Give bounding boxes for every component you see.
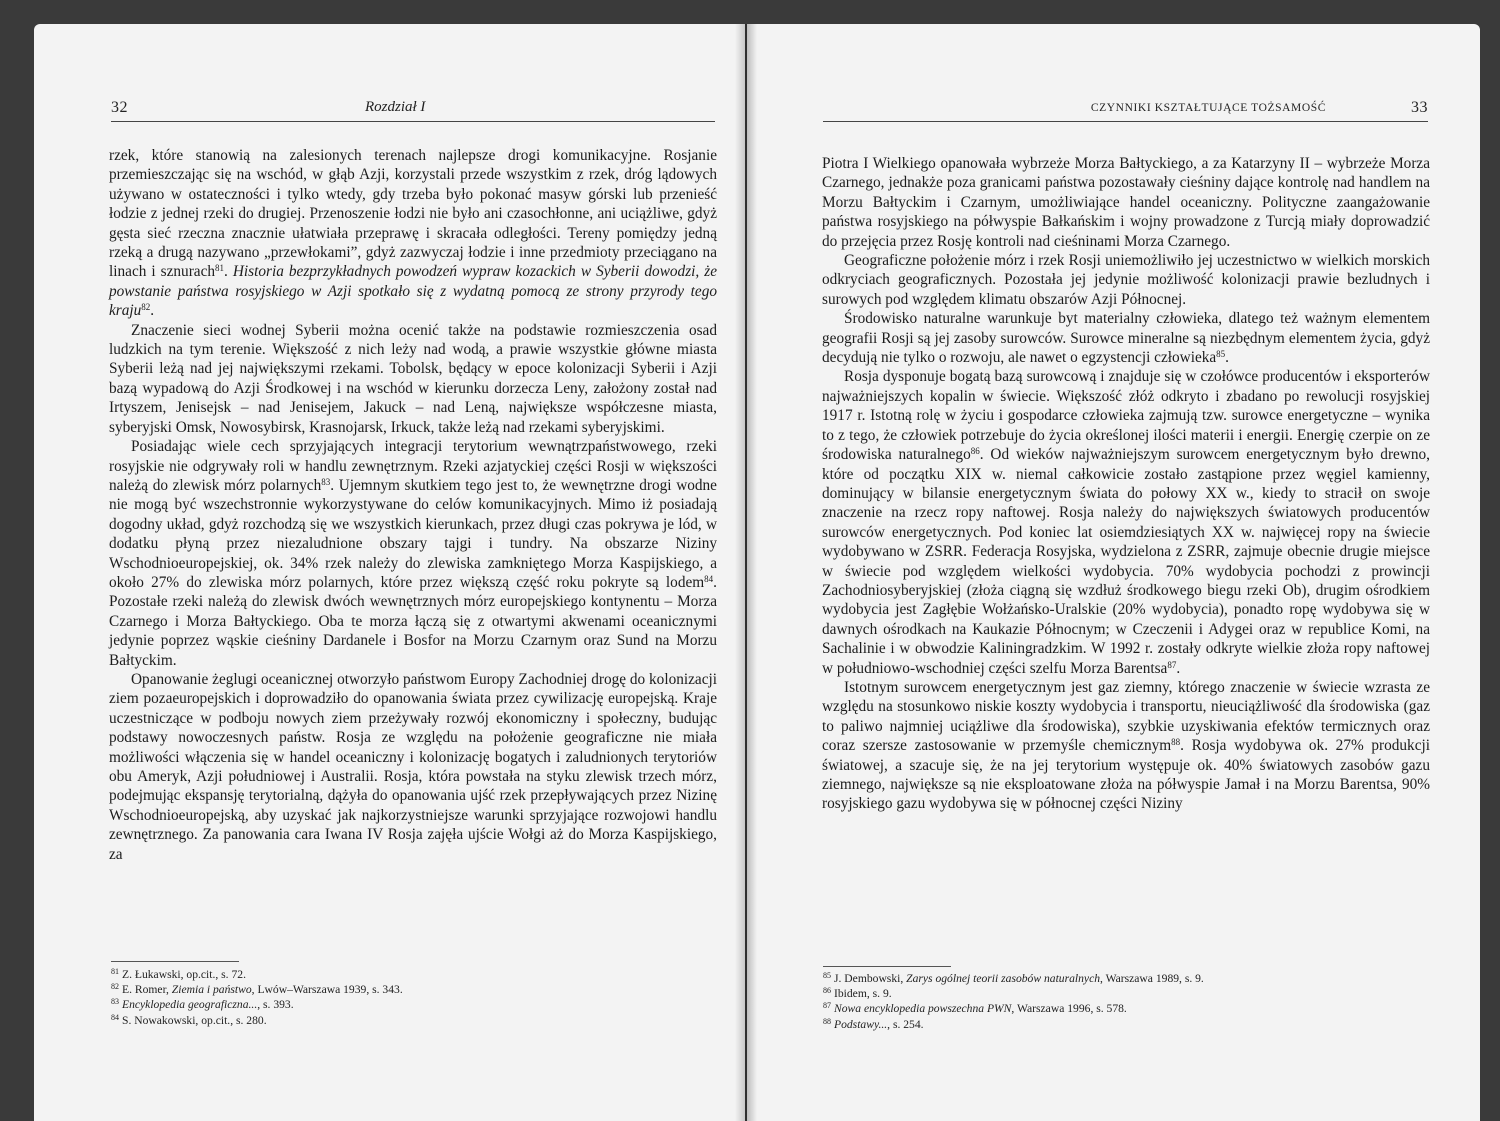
footnote: $^{88}$ Podstawy..., s. 254. xyxy=(823,1016,924,1031)
footnotes-right xyxy=(823,971,1423,1032)
running-head-right xyxy=(823,99,1428,122)
footnote: $^{83}$ Encyklopedia geograficzna..., s. 393. xyxy=(111,997,294,1012)
right-page xyxy=(747,24,1480,1121)
body-text-left xyxy=(109,146,717,864)
footnote: $^{87}$ Nowa encyklopedia powszechna PWN, Warszawa 1996, s. 578. xyxy=(823,1001,1127,1016)
paragraph: Znaczenie sieci wodnej Syberii można ocenić także na podstawie rozmieszczenia osad ludzkich na tym terenie. Większość z nich leży nad wodą, a prawie wszystkie główne miasta Syberii leżą nad jej największymi rzekami. Tobolsk, będący w epoce kolonizacji Syberii i Azji bazą wypadową do Azji Środkowej i na wschód w kierunku dorzecza Leny, założony został nad Irtyszem, Jenisejsk – nad Jenisejem, Jakuck – nad Leną, największe współczesne miasta, syberyjski Omsk, Nowosybirsk, Krasnojarsk, Irkuck, także leżą nad rzekami syberyjskimi. xyxy=(109,321,717,436)
paragraph: Posiadając wiele cech sprzyjających integracji terytorium wewnątrzpaństwowego, rzeki rosyjskie nie odgrywały roli w handlu zewnętrznym. Rzeki azjatyckiej części Rosji w większości należą do zlewisk mórz polarnych$^{83}$. Ujemnym skutkiem tego jest to, że wewnętrzne drogi wodne nie mogą być wszechstronnie wykorzystywane do celów komunikacyjnych. Mimo iż posiadają dogodny układ, gdyż rozchodzą się we wszystkich kierunkach, przez długi czas pokrywa je lód, w dodatku płyną przez niezaludnione obszary tajgi i tundry. Na obszarze Niziny Wschodnioeuropejskiej, ok. 34% rzek należy do zlewiska zamkniętego Morza Kaspijskiego, a około 27% do zlewiska mórz polarnych, które przez większą część roku pokryte są lodem$^{84}$. Pozostałe rzeki należą do zlewisk dwóch wewnętrznych mórz europejskiego kontynentu – Morza Czarnego i Morza Bałtyckiego. Oba te morza łączą się z otwartymi akwenami oceanicznymi jedynie poprzez wąskie cieśniny Dardanele i Bosfor na Morzu Czarnym oraz Sund na Morzu Bałtyckim. xyxy=(109,438,717,669)
paragraph: Geograficzne położenie mórz i rzek Rosji uniemożliwiło jej uczestnictwo w wielkich morskich odkryciach geograficznych. Pozostała jej jedynie możliwość kolonizacji prawie bezludnych i surowych pod względem klimatu obszarów Azji Północnej. xyxy=(822,252,1430,308)
running-head-left xyxy=(111,99,715,122)
page-number: 32 xyxy=(111,99,128,116)
chapter-title: CZYNNIKI KSZTAŁTUJĄCE TOŻSAMOŚĆ xyxy=(1090,102,1326,114)
chapter-title: Rozdział I xyxy=(365,99,426,115)
footnote-rule xyxy=(823,966,951,967)
footnote: $^{86}$ Ibidem, s. 9. xyxy=(823,986,892,1001)
page-number: 33 xyxy=(1411,99,1428,116)
body-text-right xyxy=(822,154,1430,814)
paragraph: rzek, które stanowią na zalesionych terenach najlepsze drogi komunikacyjne. Rosjanie przemieszczając się na wschód, w głąb Azji, korzystali przede wszystkim z rzek, dróg lądowych używano w ostateczności i tylko wtedy, gdy trzeba było pokonać masyw górski lub przenieść łodzie z jednej rzeki do drugiej. Przenoszenie łodzi nie było ani czasochłonne, ani uciążliwe, gdyż gęsta sieć rzeczna znacznie ułatwiała przeprawę i skracała odległości. Tereny pomiędzy jedną rzeką a drugą nazywano „przewłokami”, gdyż zazwyczaj łodzie i inne przedmioty przeciągano na linach i sznurach$^{81}$. Historia bezprzykładnych powodzeń wypraw kozackich w Syberii dowodzi, że powstanie państwa rosyjskiego w Azji spotkało się z wydatną pomocą ze strony przyrody tego kraju$^{82}$. xyxy=(109,147,717,320)
left-page xyxy=(34,24,745,1121)
paragraph: Istotnym surowcem energetycznym jest gaz ziemny, którego znaczenie w świecie wzrasta ze względu na stosunkowo niskie koszty wydobycia i transportu, nieuciążliwość dla środowiska (gaz to paliwo najmniej uciążliwe dla środowiska), szybkie uzyskiwania efektów termicznych oraz coraz szersze zastosowanie w przemyśle chemicznym$^{88}$. Rosja wydobywa ok. 27% produkcji światowej, a szacuje się, że na jej terytorium występuje ok. 40% światowych zasobów gazu ziemnego, największe są nie eksploatowane złoża na półwyspie Jamał i na Morzu Barentsa, 90% rosyjskiego gazu wydobywa się w północnej części Niziny xyxy=(822,678,1430,813)
footnote: $^{84}$ S. Nowakowski, op.cit., s. 280. xyxy=(111,1012,267,1027)
footnote-rule xyxy=(111,961,239,962)
footnote: $^{81}$ Z. Łukawski, op.cit., s. 72. xyxy=(111,967,246,981)
paragraph: Piotra I Wielkiego opanowała wybrzeże Morza Bałtyckiego, a za Katarzyny II – wybrzeże Morza Czarnego, jednakże poza granicami państwa pozostawały cieśniny dające kontrolę nad handlem na Morzu Bałtyckim i Czarnym, umożliwiające handel oceaniczny. Polityczne zaangażowanie państwa rosyjskiego na półwyspie Bałkańskim i wojny prowadzone z Turcją miały doprowadzić do przejęcia przez Rosję kontroli nad cieśninami Morza Czarnego. xyxy=(822,155,1430,250)
paragraph: Środowisko naturalne warunkuje byt materialny człowieka, dlatego też ważnym elementem geografii Rosji są jej zasoby surowców. Surowce mineralne są niezbędnym elementem życia, gdyż decydują nie tylko o rozwoju, ale nawet o egzystencji człowieka$^{85}$. xyxy=(822,310,1430,367)
footnote: $^{82}$ E. Romer, Ziemia i państwo, Lwów–Warszawa 1939, s. 343. xyxy=(111,982,403,997)
paragraph: Opanowanie żeglugi oceanicznej otworzyło państwom Europy Zachodniej drogę do kolonizacji ziem pozaeuropejskich i doprowadziło do opanowania świata przez cywilizację europejską. Kraje uczestniczące w podboju nowych ziem przeżywały rozwój ekonomiczny i społeczny, budując podstawy nowoczesnych państw. Rosja ze względu na położenie geograficzne nie miała możliwości włączenia się w handel oceaniczny i kolonizację bogatych i zaludnionych terytoriów obu Ameryk, Azji południowej i Australii. Rosja, która powstała na styku zlewisk trzech mórz, podejmując ekspansję terytorialną, dążyła do opanowania ujść rzek przepływających przez Nizinę Wschodnioeuropejską, aby uzyskać jak najkorzystniejsze warunki sprzyjające rozwojowi handlu zewnętrznego. Za panowania cara Iwana IV Rosja zajęła ujście Wołgi aż do Morza Kaspijskiego, za xyxy=(109,670,717,863)
footnote: $^{85}$ J. Dembowski, Zarys ogólnej teorii zasobów naturalnych, Warszawa 1989, s. 9. xyxy=(823,971,1204,985)
paragraph: Rosja dysponuje bogatą bazą surowcową i znajduje się w czołówce producentów i eksporterów najważniejszych kopalin w świecie. Większość złóż odkryto i zbadano po rewolucji rosyjskiej 1917 r. Istotną rolę w życiu i gospodarce człowieka zajmują tzw. surowce energetyczne – wynika to z tego, że człowiek potrzebuje do życia określonej ilości materii i energii. Energię czerpie on ze środowiska naturalnego$^{86}$. Od wieków najważniejszym surowcem energetycznym było drewno, które od początku XIX w. niemal całkowicie zostało zastąpione przez węgiel kamienny, dominujący w bilansie energetycznym świata do połowy XX w., kiedy to stracił on swoje znaczenie na rzecz ropy naftowej. Rosja należy do największych światowych producentów surowców energetycznych. Pod koniec lat osiemdziesiątych XX w. najwięcej ropy na świecie wydobywano w ZSRR. Federacja Rosyjska, wydzielona z ZSRR, zajmuje obecnie drugie miejsce w świecie pod względem wielkości wydobycia. 70% wydobycia pochodzi z prowincji Zachodniosyberyjskiej (złoża ciągną się wzdłuż środkowego biegu rzeki Ob), drugim ośrodkiem wydobycia jest Zagłębie Wołżańsko-Uralskie (20% wydobycia), ponadto ropę wydobywa się w dawnych ośrodkach na Kaukazie Północnym; w Czeczenii i Adygei oraz w republice Komi, na Sachalinie i w obwodzie Kaliningradzkim. W 1992 r. zostały odkryte wielkie złoża ropy naftowej w południowo-wschodniej części szelfu Morza Barentsa$^{87}$. xyxy=(822,368,1431,677)
footnotes-left xyxy=(111,967,711,1028)
